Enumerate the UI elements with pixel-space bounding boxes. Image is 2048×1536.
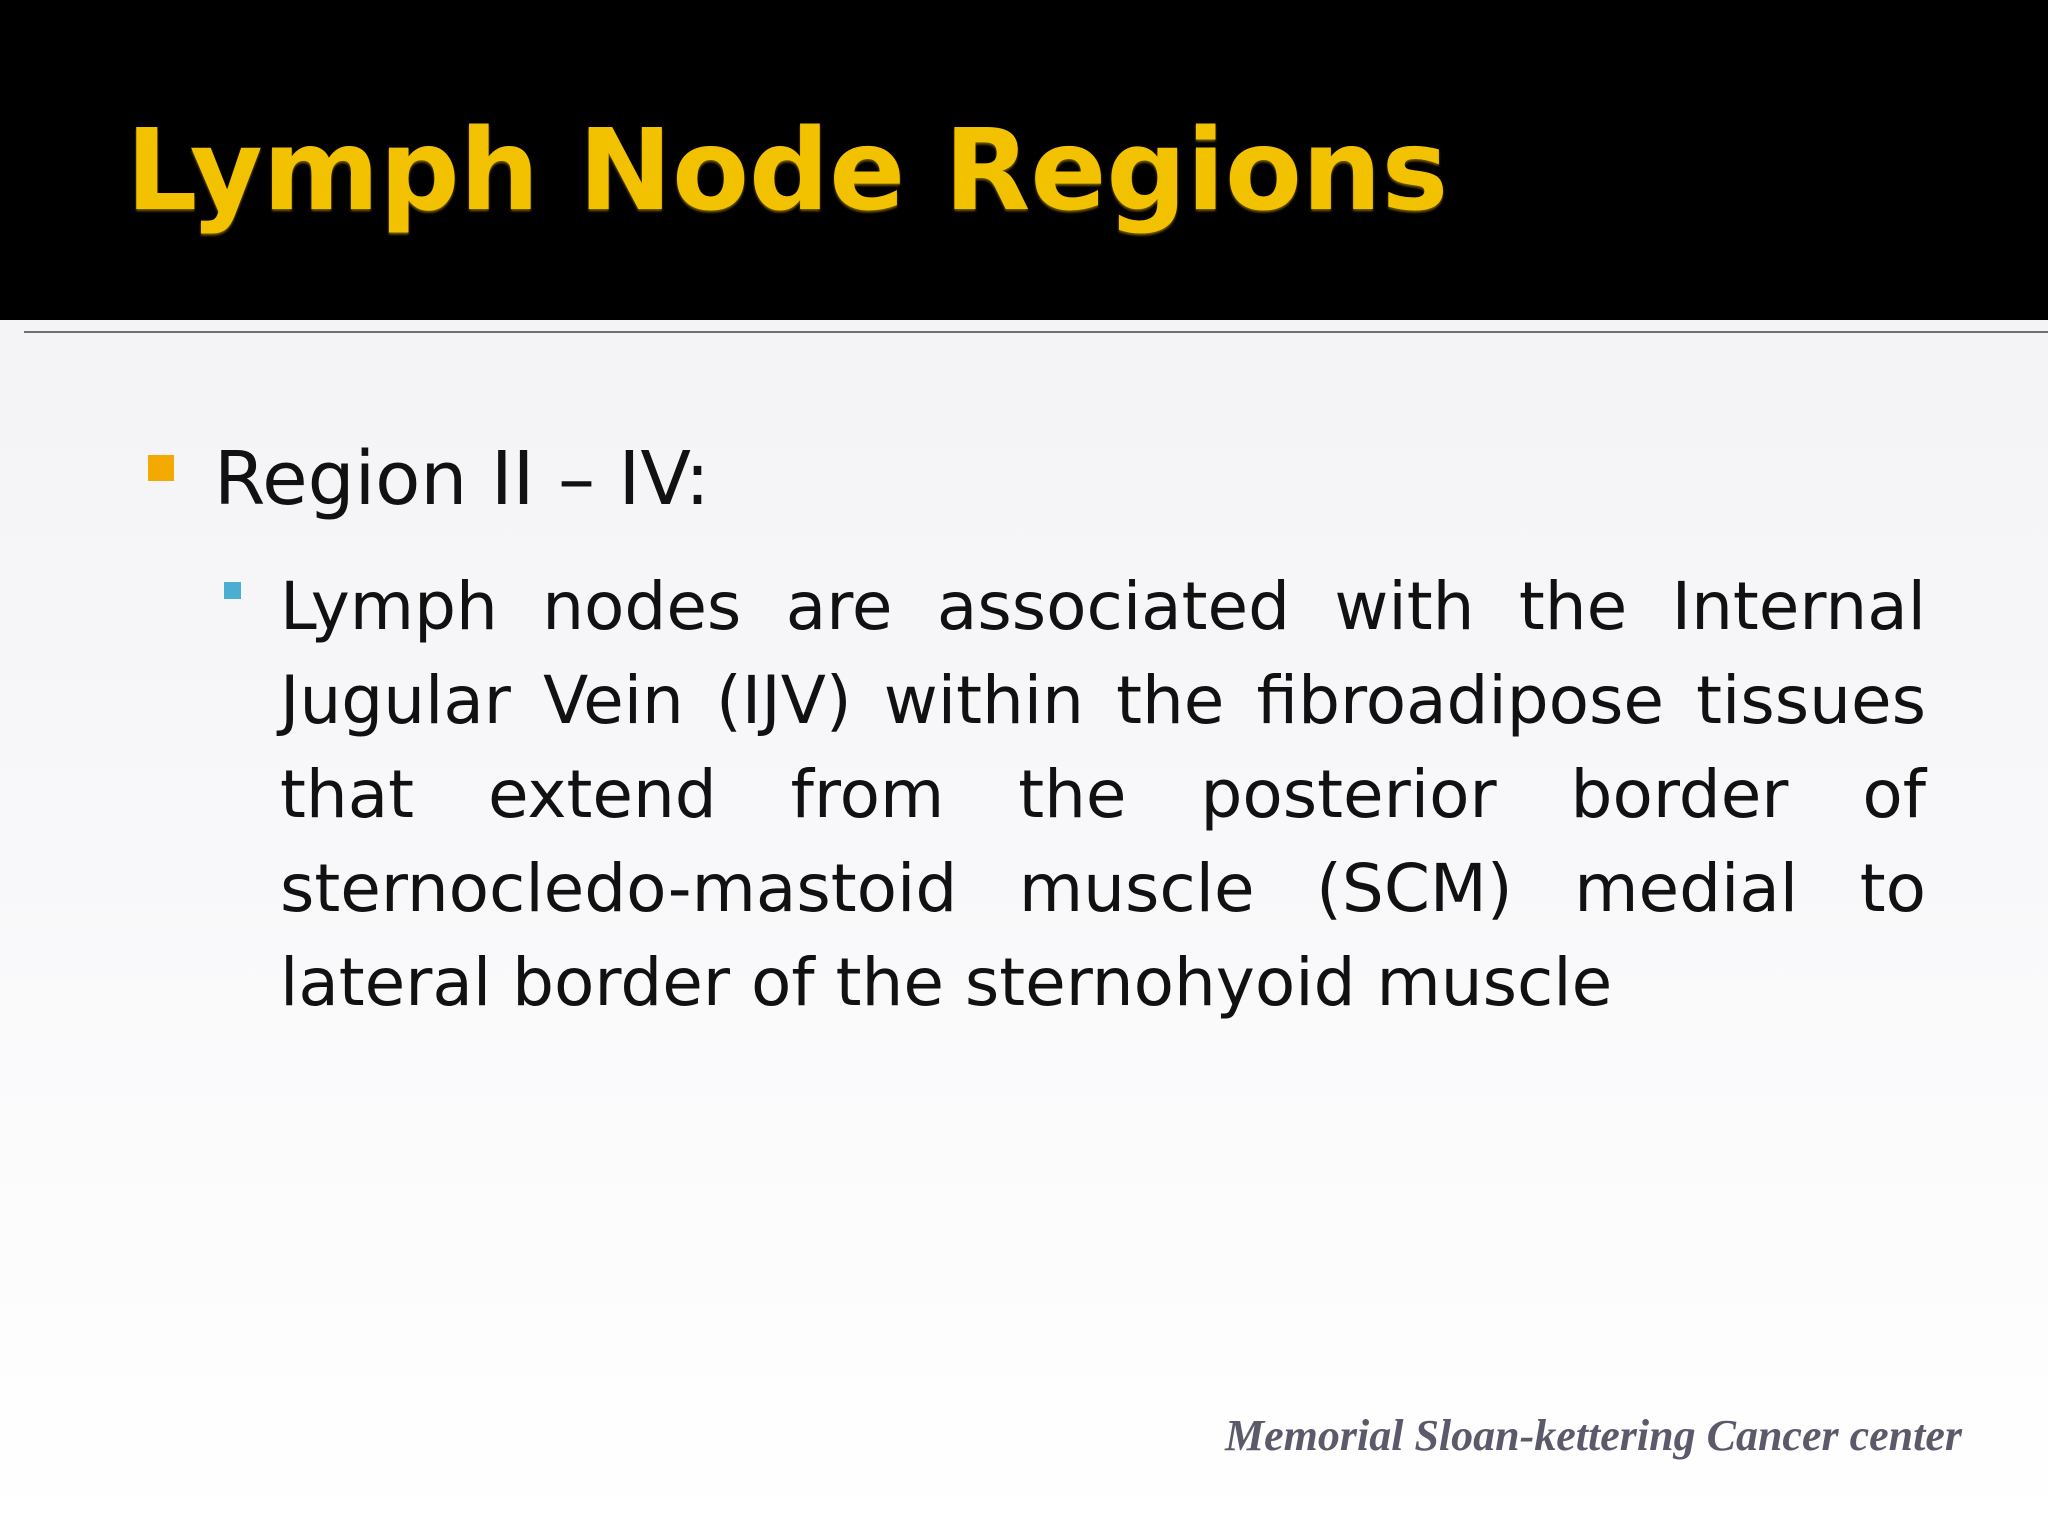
footer-credit: Memorial Sloan-kettering Cancer center <box>1225 1411 1962 1460</box>
bullet-level-1-text: Region II – IV: <box>214 436 710 522</box>
title-band <box>0 0 2048 320</box>
small-square-bullet-icon <box>224 582 241 599</box>
title-divider <box>24 331 2048 333</box>
slide-title: Lymph Node Regions <box>126 106 1449 236</box>
square-bullet-icon <box>148 455 174 481</box>
bullet-level-2-text: Lymph nodes are associated with the Internal Jugular Vein (IJV) within the fibroadipose tissues that extend from the posterior border of sternocledo-mastoid muscle (SCM) medial to lateral border of the sternohyoid muscle <box>280 568 1926 1021</box>
